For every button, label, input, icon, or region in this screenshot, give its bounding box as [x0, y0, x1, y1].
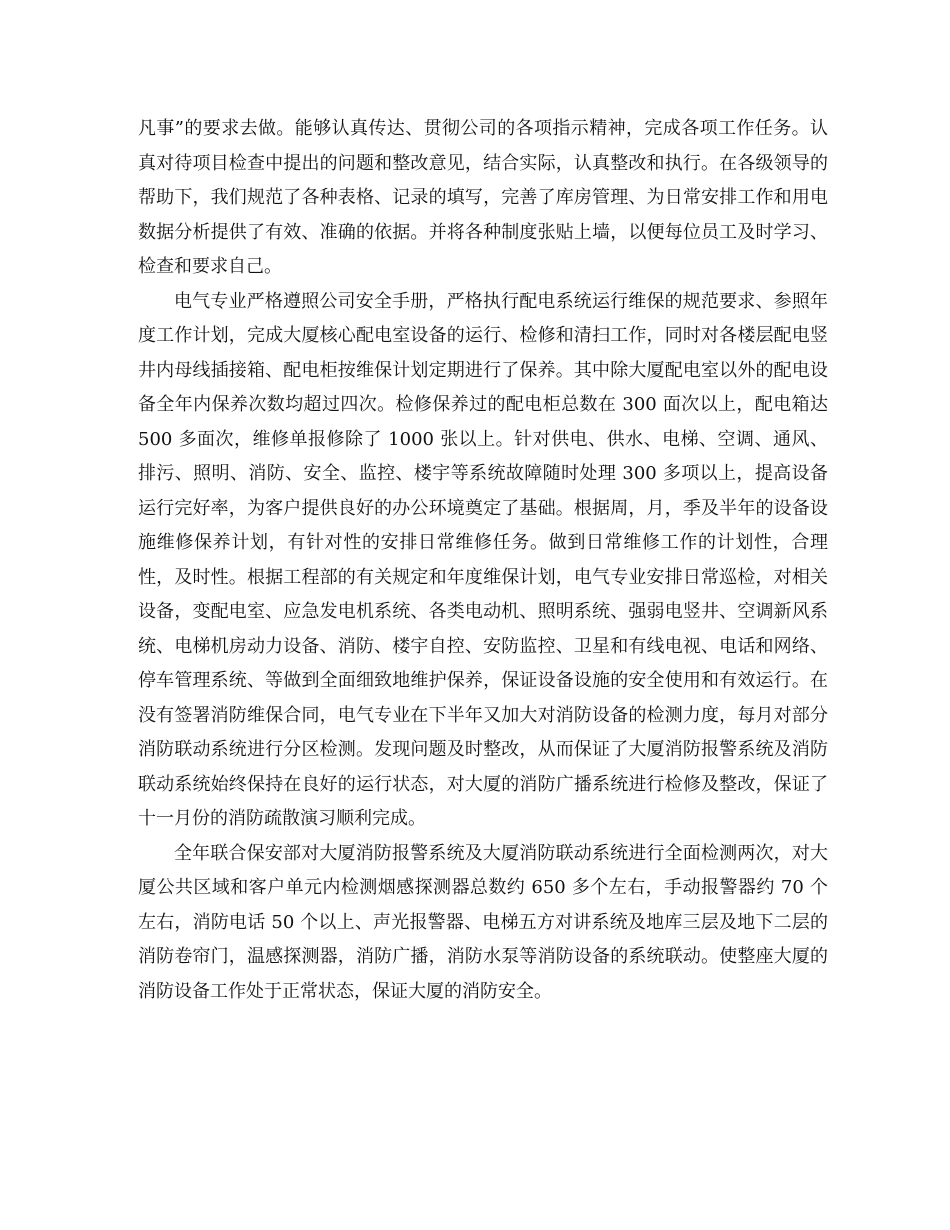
- paragraph-electrical-maintenance: 电气专业严格遵照公司安全手册，严格执行配电系统运行维保的规范要求、参照年度工作计划，完成大厦核心配电室设备的运行、检修和清扫工作，同时对各楼层配电竖井内母线插接箱、配电柜按维保计划定期进行了保养。其中除大厦配电室以外的配电设备全年内保养次数均超过四次。检修保养过的配电柜总数在 300 面次以上，配电箱达 500 多面次，维修单报修除了 1000 张以上。针对供电、供水、电梯、空调、通风、排污、照明、消防、安全、监控、楼宇等系统故障随时处理 300 多项以上，提高设备运行完好率，为客户提供良好的办公环境奠定了基础。根据周，月，季及半年的设备设施维修保养计划，有针对性的安排日常维修任务。做到日常维修工作的计划性，合理性，及时性。根据工程部的有关规定和年度维保计划，电气专业安排日常巡检，对相关设备，变配电室、应急发电机系统、各类电动机、照明系统、强弱电竖井、空调新风系统、电梯机房动力设备、消防、楼宇自控、安防监控、卫星和有线电视、电话和网络、停车管理系统、等做到全面细致地维护保养，保证设备设施的安全使用和有效运行。在没有签署消防维保合同，电气专业在下半年又加大对消防设备的检测力度，每月对部分消防联动系统进行分区检测。发现问题及时整改，从而保证了大厦消防报警系统及消防联动系统始终保持在良好的运行状态，对大厦的消防广播系统进行检修及整改，保证了十一月份的消防疏散演习顺利完成。: [138, 290, 828, 829]
- paragraph-continuation: 凡事”的要求去做。能够认真传达、贯彻公司的各项指示精神，完成各项工作任务。认真对待项目检查中提出的问题和整改意见，结合实际，认真整改和执行。在各级领导的帮助下，我们规范了各种表格、记录的填写，完善了库房管理、为日常安排工作和用电数据分析提供了有效、准确的依据。并将各种制度张贴上墙，以便每位员工及时学习、检查和要求自己。: [138, 118, 828, 277]
- paragraph-fire-system-inspection: 全年联合保安部对大厦消防报警系统及大厦消防联动系统进行全面检测两次，对大厦公共区域和客户单元内检测烟感探测器总数约 650 多个左右，手动报警器约 70 个左右，消防电话 50 个以上、声光报警器、电梯五方对讲系统及地库三层及地下二层的消防卷帘门，温感探测器，消防广播，消防水泵等消防设备的系统联动。使整座大厦的消防设备工作处于正常状态，保证大厦的消防安全。: [138, 842, 828, 1002]
- document-page: [138, 112, 828, 1009]
